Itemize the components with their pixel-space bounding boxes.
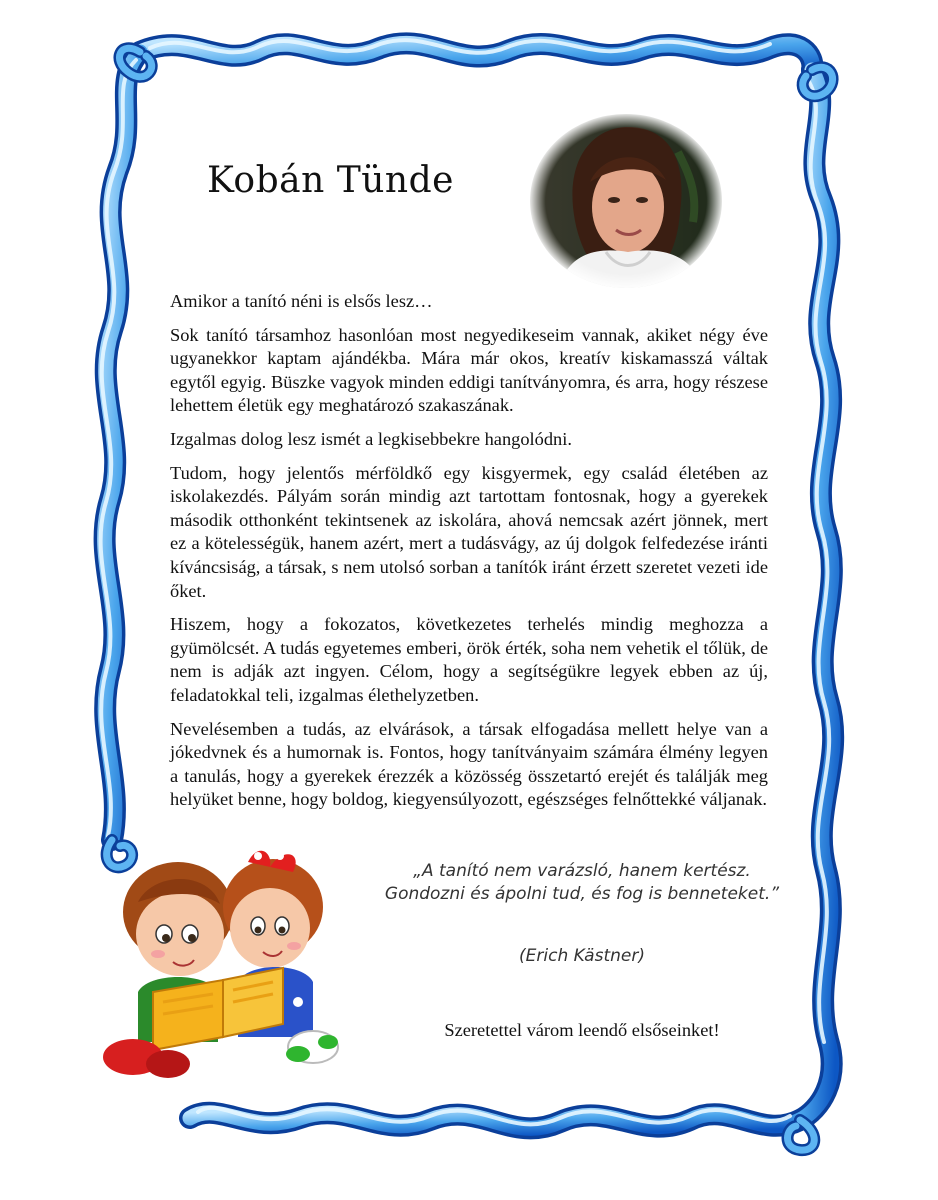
quote-text: „A tanító nem varázsló, hanem kertész. Gondozni és ápolni tud, és fog is benneteket.”: [384, 861, 780, 904]
paragraph: Sok tanító társamhoz hasonlóan most negyedikeseim vannak, akiket négy éve ugyanekkor kaptam ajándékba. Mára már okos, kreatív kiskamasszá váltak egytől egyig. Büszke vagyok minden eddigi tanítványomra, és arra, hogy részese lehettem életük egy meghatározó szakaszának.: [170, 324, 768, 416]
closing-line: Szeretettel várom leendő elsőseinket!: [444, 1020, 720, 1040]
teacher-portrait: [528, 112, 724, 290]
letter-body: [170, 290, 768, 822]
paragraph: Tudom, hogy jelentős mérföldkő egy kisgyermek, egy család életében az iskolakezdés. Pályám során mindig azt tartottam fontosnak, hogy a gyerekek második otthonként tekintsenek az iskolára, ahová nemcsak azért jönnek, mert ez a kötelességük, hanem azért, mert a tudásvágy, az új dolgok felfedezése iránti kíváncsiság, a társak, s nem utolsó sorban a tanítók iránt érzett szeretet vezeti ide őket.: [170, 462, 768, 601]
teacher-name: Kobán Tünde: [207, 160, 454, 201]
paragraph: Izgalmas dolog lesz ismét a legkisebbekre hangolódni.: [170, 428, 572, 449]
quote-author: (Erich Kästner): [519, 946, 645, 966]
paragraph: Amikor a tanító néni is elsős lesz…: [170, 291, 433, 311]
kids-reading-illustration: [98, 842, 348, 1082]
paragraph: Nevelésemben a tudás, az elvárások, a társak elfogadása mellett helye van a jókedvnek és a humornak is. Fontos, hogy tanítványaim számára élmény legyen a tanulás, hogy a gyerekek érezzék a közösség összetartó erejét és találják meg helyüket benne, hogy boldog, kiegyensúlyozott, egészséges felnőttekké váljanak.: [170, 718, 768, 810]
paragraph: Hiszem, hogy a fokozatos, következetes terhelés mindig meghozza a gyümölcsét. A tudás egyetemes emberi, örök érték, soha nem vehetik el tőlük, de nem is adják azt ingyen. Célom, hogy a segítségükre legyek ebben az új, feladatokkal teli, izgalmas élethelyzetben.: [170, 614, 768, 705]
